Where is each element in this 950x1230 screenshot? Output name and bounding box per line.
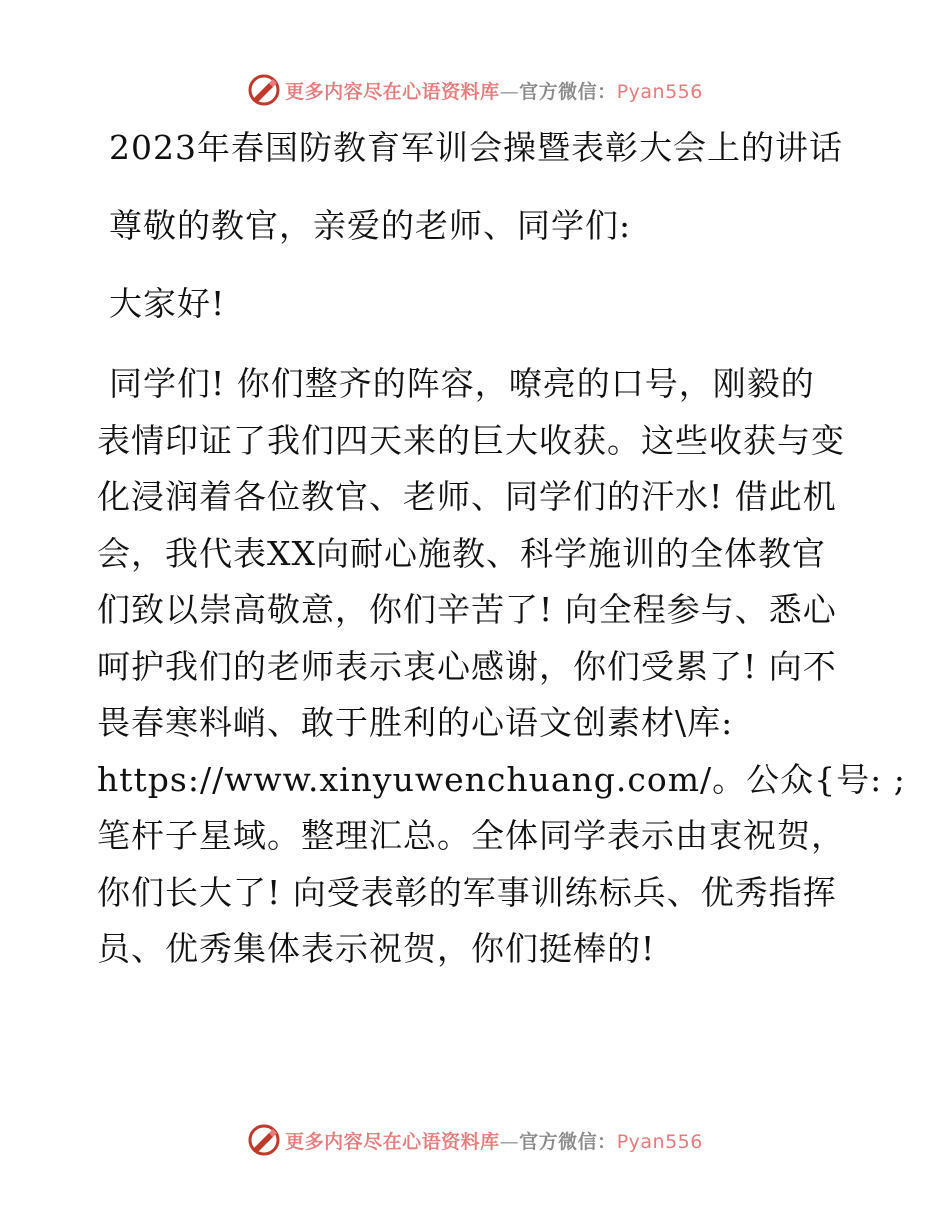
paragraph-line: 笔杆子星域。整理汇总。全体同学表示由衷祝贺， — [97, 816, 845, 855]
header-contact-label: 官方微信： — [519, 80, 617, 103]
greeting: 大家好! — [109, 284, 226, 323]
footer-banner-text — [285, 1127, 703, 1154]
footer-brand-text: 更多内容尽在心语资料库 — [285, 1130, 500, 1153]
paragraph-line: 们致以崇高敬意，你们辛苦了! 向全程参与、悉心 — [97, 590, 837, 629]
header-dash: — — [499, 80, 520, 103]
footer-banner — [0, 1120, 950, 1160]
document-title: 2023年春国防教育军训会操暨表彰大会上的讲话 — [109, 128, 843, 167]
footer-wechat-id: Pyan556 — [616, 1130, 703, 1153]
paragraph-line: 化浸润着各位教官、老师、同学们的汗水! 借此机 — [97, 477, 837, 516]
paragraph-line: https://www.xinyuwenchuang.com/。公众{号: ; — [97, 759, 906, 799]
salutation: 尊敬的教官，亲爱的老师、同学们: — [109, 206, 632, 245]
paragraph-line: 你们长大了! 向受表彰的军事训练标兵、优秀指挥 — [97, 872, 837, 912]
document-body — [97, 122, 906, 978]
paragraph-line: 同学们! 你们整齐的阵容，嘹亮的口号，刚毅的 — [109, 364, 815, 403]
pen-logo-icon — [247, 73, 281, 107]
paragraph-line: 表情印证了我们四天来的巨大收获。这些收获与变 — [97, 420, 845, 460]
header-banner — [0, 70, 950, 110]
paragraph-line: 畏春寒料峭、敢于胜利的心语文创素材\库: — [97, 703, 734, 742]
header-banner-text — [285, 77, 703, 104]
paragraph-line: 员、优秀集体表示祝贺，你们挺棒的! — [97, 929, 656, 968]
footer-contact-label: 官方微信： — [519, 1130, 617, 1153]
header-brand-text: 更多内容尽在心语资料库 — [285, 80, 500, 103]
header-wechat-id: Pyan556 — [616, 80, 703, 103]
paragraph-line: 呵护我们的老师表示衷心感谢，你们受累了! 向不 — [97, 646, 837, 686]
pen-logo-icon — [247, 1123, 281, 1157]
paragraph-line: 会，我代表XX向耐心施教、科学施训的全体教官 — [97, 533, 826, 573]
footer-dash: — — [499, 1130, 520, 1153]
speech-paragraph — [97, 356, 906, 978]
